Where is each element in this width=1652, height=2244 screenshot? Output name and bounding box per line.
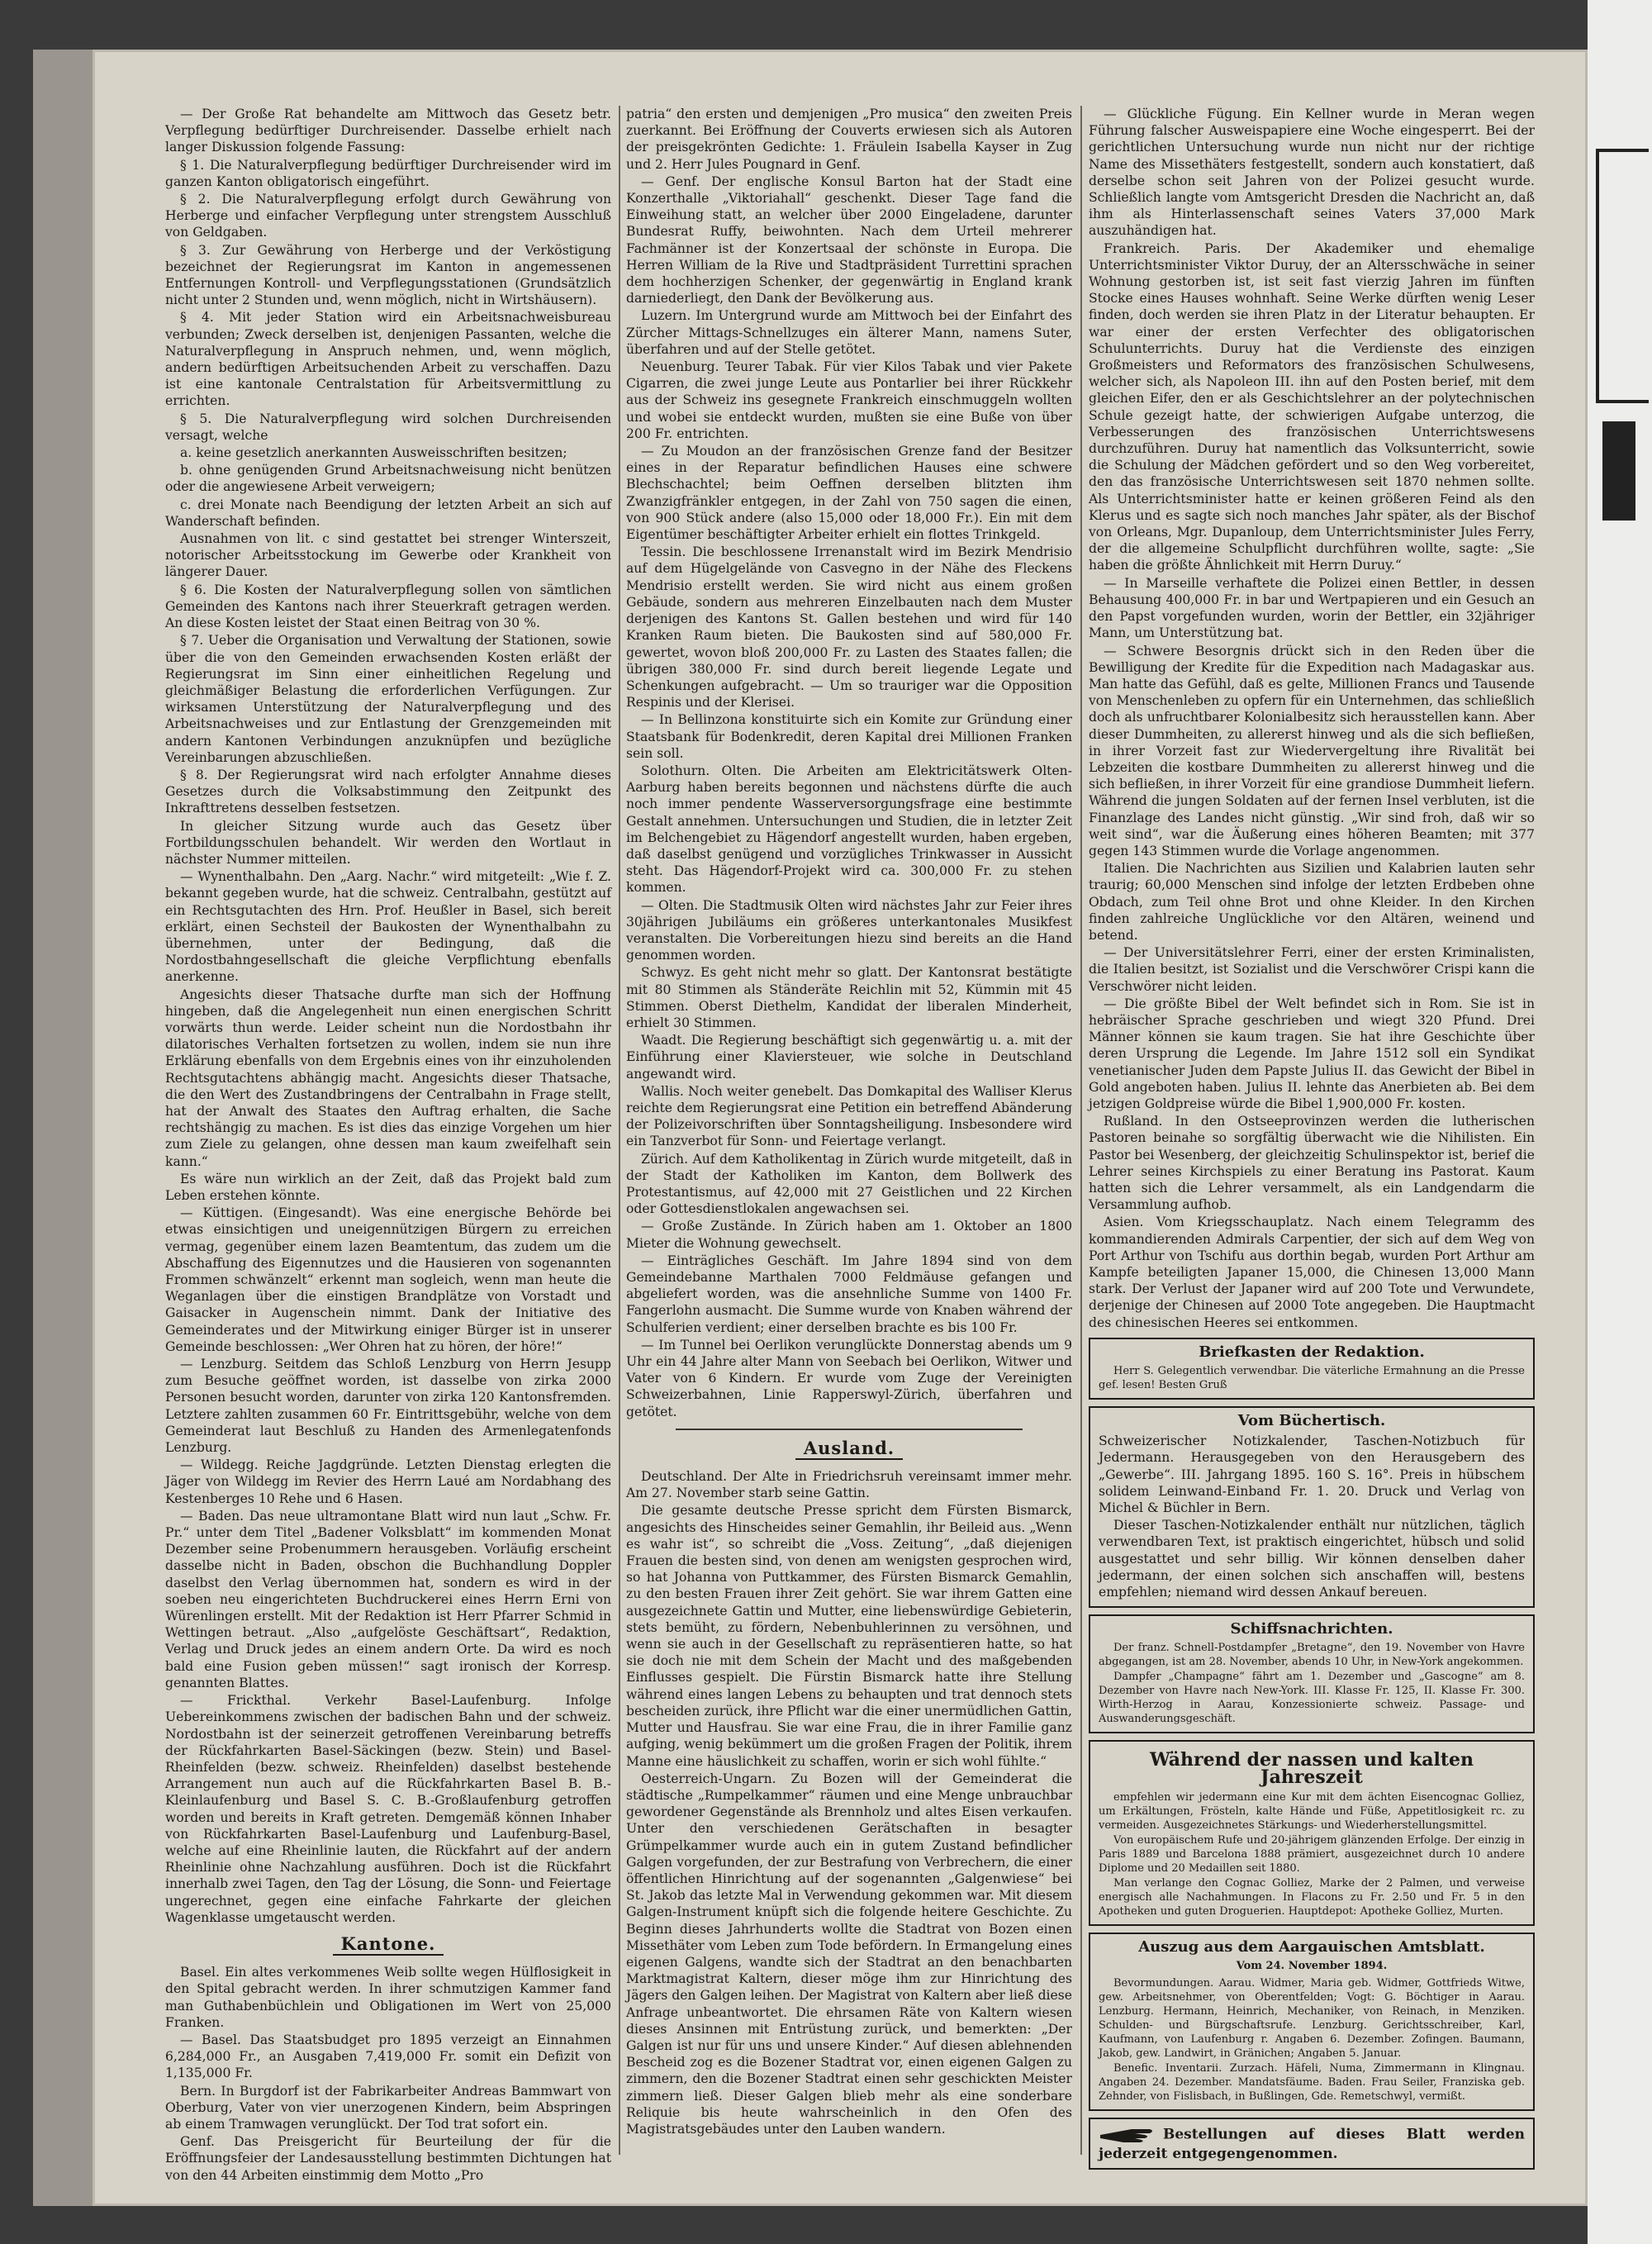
- article-frickthal: — Frickthal. Verkehr Basel-Laufenburg. Infolge Uebereinkommens zwischen der badischen Bahn und der schweiz. Nordostbahn ist der seinerzeit getroffenen Vereinbarung betreffs der Rückfahrkarten Basel-Säckingen (bezw. Stein) und Basel-Rheinfelden (bezw. schweiz. Rheinfelden) daselbst bestehende Arrangement nun auch auf die Rückfahrkarten Basel B. B.-Kleinlaufenburg und Basel S. C. B.-Großlaufenburg getroffen worden und bereits in Kraft getreten. Demgemäß können Inhaber von Rückfahrkarten Basel-Laufenburg und Laufenburg-Basel, welche auf eine Rheinlinie lauten, die Rückfahrt auf der andern Rheinlinie ohne Nachzahlung ausführen. Doch ist die Rückfahrt innerhalb zwei Tagen, den Tag der Lösung, die Sonn- und Feiertage ungerechnet, gegen eine einfache Fahrkarte der gleichen Wagenklasse umgetauscht werden.: [165, 1693, 611, 1925]
- article-baden: — Baden. Das neue ultramontane Blatt wird nun laut „Schw. Fr. Pr.“ unter dem Titel „Badener Volksblatt“ im kommenden Monat Dezember seine Probenummern herausgeben. Vorläufig erscheint dasselbe nicht in Baden, obschon die Buchhandlung Doppler daselbst den Verlag übernommen hat, sondern es wird in der soeben neu eingerichteten Buchdruckerei eines Herrn Erni von Würenlingen erstellt. Mit der Redaktion ist Herr Pfarrer Schmid in Wettingen betraut. „Also „aufgelöste Geschäftsart“, Redaktion, Verlag und Druck jedes an einem andern Orte. Da wird es noch bald eine Fusion geben müssen!“ sagt ironisch der Korresp. genannten Blattes.: [165, 1508, 611, 1690]
- article-italien: Italien. Die Nachrichten aus Sizilien und Kalabrien lauten sehr traurig; 60,000 Menschen sind infolge der letzten Erdbeben ohne Obdach, zum Teil ohne Brot und ohne Kleider. In den Kirchen finden zahlreiche Unglückliche vor den Altären, weinend und betend.: [1089, 861, 1535, 943]
- box-date: Vom 24. November 1894.: [1236, 1960, 1388, 1973]
- article-waadt: Waadt. Die Regierung beschäftigt sich gegenwärtig u. a. mit der Einführung einer Klaviersteuer, wie solche in Deutschland angewandt wird.: [626, 1033, 1072, 1082]
- section-heading-ausland: [626, 1437, 1072, 1460]
- advertisement-headline: Während der nassen und kalten Jahreszeit: [1149, 1749, 1474, 1788]
- paragraph: § 2. Die Naturalverpflegung erfolgt durch Gewährung von Herberge und einfacher Verpflegung unter strengstem Ausschluß von Geldgaben.: [165, 192, 611, 240]
- advertisement-text: Man verlange den Cognac Golliez, Marke der 2 Palmen, und verweise energisch alle Nachahmungen. In Flacons zu Fr. 2.50 und Fr. 5 in den Apotheken und guten Droguerien. Hauptdepot: Apotheke Golliez, Murten.: [1099, 1876, 1525, 1918]
- article-basel-budget: — Basel. Das Staatsbudget pro 1895 verzeigt an Einnahmen 6,284,000 Fr., an Ausgaben 7,419,000 Fr. somit ein Defizit von 1,135,000 Fr.: [165, 2032, 611, 2081]
- box-text: Dampfer „Champagne“ fährt am 1. Dezember und „Gascogne“ am 8. Dezember von Havre nach New-York. III. Klasse Fr. 125, II. Klasse Fr. 300. Wirth-Herzog in Aarau, Konzessionierte schweiz. Passage- und Auswanderungsgeschäft.: [1099, 1671, 1525, 1726]
- section-heading-kantone: [165, 1933, 611, 1956]
- article-ferri: — Der Universitätslehrer Ferri, einer der ersten Kriminalisten, die Italien besitzt, ist Sozialist und die Verschwörer Crispi kann die Verschwörer nicht leiden.: [1089, 945, 1535, 994]
- paragraph: In gleicher Sitzung wurde auch das Gesetz über Fortbildungsschulen behandelt. Wir werden den Wortlaut in nächster Nummer mitteilen.: [165, 818, 611, 867]
- column-rule-2: [1080, 106, 1082, 2155]
- article-wynenthalbahn: — Wynenthalbahn. Den „Aarg. Nachr.“ wird mitgeteilt: „Wie f. Z. bekannt gegeben wurde, hat die schweiz. Centralbahn, gestützt auf ein Rechtsgutachten des Hrn. Prof. Heußler in Basel, sich bereit erklärt, einen Sechsteil der Baukosten der Wynenthalbahn zu übernehmen, unter der Bedingung, daß die Nordostbahngesellschaft die gleiche Verpflichtung ebenfalls anerkenne.: [165, 869, 611, 985]
- article-bellinzona: — In Bellinzona konstituirte sich ein Komite zur Gründung einer Staatsbank für Bodenkredit, deren Kapital drei Millionen Franken sein soll.: [626, 712, 1072, 761]
- article-tessin: Tessin. Die beschlossene Irrenanstalt wird im Bezirk Mendrisio auf dem Hügelgelände von Casvegno in der Nähe des Fleckens Mendrisio erstellt werden. Sie wird nicht aus einem großen Gebäude, sondern aus mehreren Einzelbauten nach dem Muster derjenigen des Kantons St. Gallen bestehen und wird für 140 Kranken Raum bieten. Die Baukosten sind auf 580,000 Fr. gewertet, wovon bloß 200,000 Fr. zu Lasten des Staates fallen; die übrigen 380,000 Fr. sind durch bereit liegende Legate und Schenkungen aufgebracht. — Um so trauriger war die Opposition Respinis und der Klerisei.: [626, 544, 1072, 711]
- article-luzern: Luzern. Im Untergrund wurde am Mittwoch bei der Einfahrt des Zürcher Mittags-Schnellzuges ein älterer Mann, namens Suter, überfahren und auf der Stelle getötet.: [626, 308, 1072, 357]
- briefkasten-box: [1089, 1338, 1535, 1400]
- advertisement-text: Von europäischem Rufe und 20-jährigem glänzenden Erfolge. Der einzig in Paris 1889 und Barcelona 1888 prämiert, ausgezeichnet durch 10 andere Diplome und 20 Medaillen seit 1880.: [1099, 1833, 1525, 1875]
- box-title: Briefkasten der Redaktion.: [1199, 1343, 1425, 1361]
- column-3: [1089, 106, 1535, 2176]
- section-title: Ausland.: [795, 1440, 903, 1460]
- article-oerlikon: — Im Tunnel bei Oerlikon verunglückte Donnerstag abends um 9 Uhr ein 44 Jahre alter Mann von Seebach bei Oerlikon, Witwer und Vater von 6 Kindern. Er wurde vom Zuge der Vereinigten Schweizerbahnen, Linie Rapperswyl-Zürich, überfahren und getötet.: [626, 1337, 1072, 1419]
- box-title: Schiffsnachrichten.: [1230, 1620, 1393, 1638]
- schiffsnachrichten-box: [1089, 1614, 1535, 1733]
- paragraph: § 8. Der Regierungsrat wird nach erfolgter Annahme dieses Gesetzes durch die Volksabstimmung den Zeitpunkt des Inkrafttretens desselben festsetzen.: [165, 767, 611, 816]
- article-moudon: — Zu Moudon an der französischen Grenze fand der Besitzer eines in der Reparatur befindlichen Hauses eine schwere Blechschachtel; beim Oeffnen derselben blitzten ihm Zwanzigfränkler entgegen, in der Zahl von 750 sagen die einen, von 900 Stück andere (also 15,000 oder 18,000 Fr.). Ein mit dem Eigentümer beschäftigter Arbeiter erhielt ein flottes Trinkgeld.: [626, 444, 1072, 543]
- article-grosser-rat: — Der Große Rat behandelte am Mittwoch das Gesetz betr. Verpflegung bedürftiger Durchreisender. Dasselbe erhielt nach langer Diskussion folgende Fassung:: [165, 107, 611, 155]
- article-schwyz: Schwyz. Es geht nicht mehr so glatt. Der Kantonsrat bestätigte mit 80 Stimmen als Ständeräte Reichlin mit 52, Kümmin mit 45 Stimmen. Oberst Diethelm, Kandidat der liberalen Minderheit, erhielt 30 Stimmen.: [626, 965, 1072, 1030]
- box-title: Vom Büchertisch.: [1237, 1412, 1386, 1430]
- pointing-hand-icon: [1099, 2124, 1156, 2146]
- article-genf-konzerthalle: — Genf. Der englische Konsul Barton hat der Stadt eine Konzerthalle „Viktoriahall“ geschenkt. Dieser Tage fand die Einweihung statt, an welcher über 2000 Eingeladene, darunter Bundesrat Ruffy, beiwohnten. Nach dem Urteil mehrerer Fachmänner ist der Konzertsaal der schönste in Europa. Die Herren William de la Rive und Stadtpräsident Turrettini sprachen dem hochherzigen Schenker, der gegenwärtig in England krank darniederliegt, den Dank der Bevölkerung aus.: [626, 174, 1072, 307]
- article-zuerich: Zürich. Auf dem Katholikentag in Zürich wurde mitgeteilt, daß in der Stadt der Katholiken im Kanton, dem Bollwerk des Protestantismus, auf 42,000 mit 27 Geistlichen und 22 Kirchen oder Gottesdienstlokalen angewachsen sei.: [626, 1151, 1072, 1217]
- box-text: Bevormundungen. Aarau. Widmer, Maria geb. Widmer, Gottfrieds Witwe, gew. Arbeitsnehmer, von Oberentfelden; Vogt: G. Böchtiger in Aarau. Lenzburg. Hermann, Heinrich, Mechaniker, von Reinach, in Menziken. Schulden- und Bürgschaftsrufe. Lenzburg. Gerichtsschreiber, Karl, Kaufmann, von Laufenburg r. Angaben 6. Dezember. Zofingen. Baumann, Jakob, gew. Landwirt, in Gränichen; Angaben 5. Januar.: [1099, 1977, 1525, 2061]
- article-neuenburg: Neuenburg. Teurer Tabak. Für vier Kilos Tabak und vier Pakete Cigarren, die zwei junge Leute aus Pontarlier bei ihrer Rückkehr aus der Schweiz ins gesegnete Frankreich einschmuggeln wollten und wobei sie entdeckt wurden, mußten sie eine Buße von über 200 Fr. entrichten.: [626, 359, 1072, 441]
- bestellungen-notice: [1089, 2118, 1535, 2170]
- article-olten: — Olten. Die Stadtmusik Olten wird nächstes Jahr zur Feier ihres 30jährigen Jubiläums ein größeres unterkantonales Musikfest veranstalten. Die Vorbereitungen hiezu sind bereits an die Hand genommen worden.: [626, 897, 1072, 963]
- paragraph: Die gesamte deutsche Presse spricht dem Fürsten Bismarck, angesichts des Hinscheides seiner Gemahlin, ihr Beileid aus. „Wenn es wahr ist“, so schreibt die „Voss. Zeitung“, „daß diejenigen Frauen die besten sind, von denen am wenigsten gesprochen wird, so hat Johanna von Puttkammer, des Fürsten Bismarck Gemahlin, zu den besten Frauen ihrer Zeit gehört. Sie war ihrem Gatten eine ausgezeichnete Gattin und Mutter, eine liebenswürdige Gebieterin, stets bemüht, zu fördern, Nebenbuhlerinnen zu versöhnen, und wenn sie auch in der Gesellschaft zu repräsentieren hatte, so hat sie doch nie mit dem Schein der Macht und des maßgebenden Einflusses gespielt. Die Fürstin Bismarck hatte ihre Stellung während eines langen Lebens zu behaupten und trat dennoch stets bescheiden zurück, ihre Pflicht war die einer unermüdlichen Gattin, Mutter und Hausfrau. Sie war eine Frau, die in ihrer Familie ganz aufging, wenig bekümmert um die großen Fragen der Politik, ihrem Manne eine häuslichkeit zu schaffen, worin er sich wohl fühlte.“: [626, 1503, 1072, 1769]
- next-page-border-fragment: [1596, 149, 1649, 403]
- article-deutschland: Deutschland. Der Alte in Friedrichsruh vereinsamt immer mehr. Am 27. November starb seine Gattin.: [626, 1469, 1072, 1501]
- article-frankreich: Frankreich. Paris. Der Akademiker und ehemalige Unterrichtsminister Viktor Duruy, der an Altersschwäche in seiner Wohnung gestorben ist, ist seit fast vierzig Jahren im fünften Stocke eines Hauses wohnhaft. Seine Werke dürften wenig Leser finden, doch werden sie ihren Platz in der Literatur behaupten. Er war einer der ersten Verfechter des obligatorischen Schulunterrichts. Duruy hat die Verdienste des einzigen Großmeisters und Reformators des französischen Schulwesens, welcher sich, als Napoleon III. ihn auf den Posten berief, mit dem gleichen Eifer, den er als Geschichtslehrer an der polytechnischen Schule gezeigt hatte, der schwierigen Aufgabe unterzog, die Verbesserungen des französischen Unterrichtswesens durchzuführen. Duruy hat namentlich das Volksunterricht, sowie die Schulung der Mädchen gefördert und so den Weg vorbereitet, den das französische Unterrichtswesen seit 1870 nehmen sollte. Als Unterrichtsminister hatte er keinen größeren Feind als den Klerus und es sagte sich noch manches Jahr später, als der Bischof von Orleans, Mgr. Dupanloup, dem Unterrichtsminister Jules Ferry, der die allgemeine Schulpflicht durchführen wollte, sagte: „Sie haben die größte Ähnlichkeit mit Herrn Duruy.“: [1089, 240, 1535, 573]
- box-text: Herr S. Gelegentlich verwendbar. Die väterliche Ermahnung an die Presse gef. lesen! Besten Gruß: [1099, 1365, 1525, 1392]
- article-solothurn: Solothurn. Olten. Die Arbeiten am Elektricitätswerk Olten-Aarburg haben bereits begonnen und nächstens dürfte die auch noch immer pendente Wasserversorgungsfrage eine bestimmte Gestalt annehmen. Untersuchungen und Studien, die in letzter Zeit im Belchengebiet zu Hägendorf angestellt wurden, haben ergeben, daß daselbst genügend und vorzügliches Trinkwasser in Aussicht steht. Das Hägendorf-Projekt wird ca. 300,000 Fr. zu stehen kommen.: [626, 763, 1072, 896]
- article-madagaskar: — Schwere Besorgnis drückt sich in den Reden über die Bewilligung der Kredite für die Expedition nach Madagaskar aus. Man hatte das Gefühl, daß es gelte, Millionen Francs und Tausende von Menschenleben zu opfern für ein Unternehmen, das schließlich doch als unfruchtbarer Kolonialbesitz sich herausstellen kann. Aber dieser Dummheiten, zu allererst hinweg und als die sich befließen, in ihrer Vorzeit fast zur Wiedervergeltung ihre Rivalität bei Lebzeiten die kostbare Dummheiten zu allererst hinweg und die sich befließen, in ihrer Vorzeit für eine grandiose Dummheit liefern. Während die jungen Soldaten auf der fernen Insel verbluten, ist die Finanzlage des Landes nicht günstig. „Wir sind froh, daß wir so weit sind“, war die Äußerung eines höheren Beamten; mit 377 gegen 143 Stimmen wurde die Vorlage angenommen.: [1089, 643, 1535, 858]
- column-2: [626, 106, 1072, 2138]
- paragraph: Angesichts dieser Thatsache durfte man sich der Hoffnung hingeben, daß die Angelegenheit nun einen energischen Schritt vorwärts thun werde. Leider scheint nun die Nordostbahn ihr dilatorisches Verhalten fortsetzen zu wollen, indem sie nun ihre Erklärung ebenfalls von dem Ergebnis eines von ihr einzuholenden Rechtsgutachtens abhängig macht. Angesichts dieser Thatsache, die den Wert des Zustandbringens der Centralbahn in Frage stellt, hat der Anwalt des Staates den Auftrag erhalten, die Sache rechtshängig zu machen. Es ist dies das einzige Vorgehen um hier zum Ziele zu gelangen, ohne dessen man kaum zweifelhaft sein kann.“: [165, 987, 611, 1169]
- article-wildegg: — Wildegg. Reiche Jagdgründe. Letzten Dienstag erlegten die Jäger von Wildegg im Revier des Herrn Laué am Nordabhang des Kestenberges 10 Rehe und 6 Hasen.: [165, 1457, 611, 1506]
- bestellungen-text: Bestellungen auf dieses Blatt werden jederzeit entgegengenommen.: [1099, 2126, 1525, 2163]
- paragraph: patria“ den ersten und demjenigen „Pro musica“ den zweiten Preis zuerkannt. Bei Eröffnung der Couverts erwiesen sich als Autoren der preisgekrönten Gedichte: 1. Fräulein Isabella Kayser in Zug und 2. Herr Jules Pougnard in Genf.: [626, 107, 1072, 172]
- paragraph: § 1. Die Naturalverpflegung bedürftiger Durchreisender wird im ganzen Kanton obligatorisch eingeführt.: [165, 157, 611, 189]
- box-text: Benefic. Inventarii. Zurzach. Häfeli, Numa, Zimmermann in Klingnau. Angaben 24. Dezember. Mandatsfäume. Baden. Frau Seiler, Franziska geb. Zehnder, von Fislisbach, in Bußlingen, Gde. Remetschwyl, vermißt.: [1099, 2062, 1525, 2104]
- article-asien: Asien. Vom Kriegsschauplatz. Nach einem Telegramm des kommandierenden Admirals Carpentier, der sich auf dem Weg von Port Arthur von Tschifu aus dorthin begab, wurden Port Arthur am Kampfe beteiligten Japaner 15,000, die Chinesen 13,000 Mann stark. Der Verlust der Japaner wird auf 200 Tote und Verwundete, derjenige der Chinesen auf 2000 Tote angegeben. Die Hauptmacht des chinesischen Heeres sei entkommen.: [1089, 1215, 1535, 1330]
- box-text: Dieser Taschen-Notizkalender enthält nur nützlichen, täglich verwendbaren Text, ist praktisch eingerichtet, hübsch und solid ausgestattet und sehr billig. Wir können denselben daher jedermann, der einen solchen sich anschaffen will, bestens empfehlen; niemand wird dessen Ankauf bereuen.: [1099, 1518, 1525, 1600]
- paragraph: § 5. Die Naturalverpflegung wird solchen Durchreisenden versagt, welche: [165, 411, 611, 443]
- paragraph: Es wäre nun wirklich an der Zeit, daß das Projekt bald zum Leben erstehen könnte.: [165, 1171, 611, 1203]
- buechertisch-box: [1089, 1406, 1535, 1608]
- article-marseille: — In Marseille verhaftete die Polizei einen Bettler, in dessen Behausung 400,000 Fr. in bar und Wertpapieren und ein Gesuch an den Papst vorgefunden wurden, worin der Bettler, ein 32jähriger Mann, um Unterstützung bat.: [1089, 575, 1535, 641]
- paragraph: Ausnahmen von lit. c sind gestattet bei strenger Winterszeit, notorischer Arbeitsstockung im Gewerbe oder Krankheit von längerer Dauer.: [165, 531, 611, 580]
- list-item: a. keine gesetzlich anerkannten Ausweisschriften besitzen;: [180, 445, 567, 461]
- box-text: Schweizerischer Notizkalender, Taschen-Notizbuch für Jedermann. Herausgegeben von den Herausgebern des „Gewerbe“. III. Jahrgang 1895. 160 S. 16°. Preis in hübschem solidem Leinwand-Einband Fr. 1. 20. Druck und Verlag von Michel & Büchler in Bern.: [1099, 1433, 1525, 1516]
- next-page-edge: [1588, 0, 1652, 2244]
- list-item: c. drei Monate nach Beendigung der letzten Arbeit an sich auf Wanderschaft befinden.: [165, 497, 611, 529]
- advertisement-text: empfehlen wir jedermann eine Kur mit dem ächten Eisencognac Golliez, um Erkältungen, Frösteln, kalte Hände und Füße, Appetitlosigkeit rc. zu vermeiden. Ausgezeichnetes Stärkungs- und Wiederherstellungsmittel.: [1099, 1790, 1525, 1832]
- article-bern: Bern. In Burgdorf ist der Fabrikarbeiter Andreas Bammwart von Oberburg, Vater von vier unerzogenen Kindern, beim Abspringen ab einem Tramwagen verunglückt. Der Tod trat sofort ein.: [165, 2083, 611, 2132]
- article-bibel: — Die größte Bibel der Welt befindet sich in Rom. Sie ist in hebräischer Sprache geschrieben und wiegt 320 Pfund. Drei Männer können sie kaum tragen. Sie hat ihre Geschichte über deren Ursprung die Legende. Im Jahre 1512 soll ein Syndikat venetianischer Juden dem Papste Julius II. das Gewicht der Bibel in Gold angeboten haben. Julius II. lehnte das Anerbieten ab. Bei dem jetzigen Goldpreise würde die Bibel 1,900,000 Fr. kosten.: [1089, 996, 1535, 1111]
- next-page-ink-fragment: [1602, 421, 1635, 521]
- paragraph: § 6. Die Kosten der Naturalverpflegung sollen von sämtlichen Gemeinden des Kantons nach ihrer Steuerkraft getragen werden. An diese Kosten leistet der Staat einen Beitrag von 30 %.: [165, 582, 611, 631]
- article-meran: — Glückliche Fügung. Ein Kellner wurde in Meran wegen Führung falscher Ausweispapiere eine Woche eingesperrt. Bei der gerichtlichen Untersuchung wurde nun nicht nur der richtige Name des Missethäters festgestellt, sondern auch konstatiert, daß derselbe schon seit Jahren von der Polizei gesucht wurde. Schließlich langte vom Amtsgericht Dresden die Nachricht an, daß ihm als Hinterlassenschaft seines Vaters 37,000 Mark auszuhändigen hat.: [1089, 107, 1535, 239]
- paragraph: § 3. Zur Gewährung von Herberge und der Verköstigung bezeichnet der Regierungsrat im Kanton in angemessenen Entfernungen Kontroll- und Verpflegungsstationen (Grundsätzlich nicht unter 2 Stunden und, wenn möglich, nicht in Wirtshäusern).: [165, 242, 611, 308]
- paragraph: § 7. Ueber die Organisation und Verwaltung der Stationen, sowie über die von den Gemeinden erwachsenden Kosten erläßt der Regierungsrat im Sinn einer einheitlichen Regelung und gleichmäßiger Belastung die erforderlichen Verfügungen. Zur wirksamen Unterstützung der Naturalverpflegung und des Arbeitsnachweises und zur Entlastung der Grenzgemeinden mit andern Kantonen Verbindungen anzuknüpfen und bezügliche Vereinbarungen abzuschließen.: [165, 633, 611, 765]
- left-binding-strip: [33, 50, 93, 2206]
- list-item: b. ohne genügenden Grund Arbeitsnachweisung nicht benützen oder die angewiesene Arbeit verweigern;: [165, 463, 611, 495]
- article-marthalen: — Einträgliches Geschäft. Im Jahre 1894 sind von dem Gemeindebanne Marthalen 7000 Feldmäuse gefangen und abgeliefert worden, was die ansehnliche Summe von 1400 Fr. Fangerlohn ausmacht. Die Summe wurde von Knaben während der Schulferien verdient; einer derselben brachte es bis 100 Fr.: [626, 1253, 1072, 1335]
- article-lenzburg: — Lenzburg. Seitdem das Schloß Lenzburg von Herrn Jesupp zum Besuche geöffnet worden, ist dasselbe von zirka 2000 Personen besucht worden, darunter von zirka 120 Kantonsfremden. Letztere zahlten zusammen 60 Fr. Eintrittsgebühr, welche von dem Gemeinderat laut Beschluß zu Handen des Armenlegatenfonds Lenzburg.: [165, 1357, 611, 1456]
- box-text: Der franz. Schnell-Postdampfer „Bretagne“, den 19. November von Havre abgegangen, ist am 28. November, abends 10 Uhr, in New-York angekommen.: [1099, 1642, 1525, 1669]
- article-zuerich-umzug: — Große Zustände. In Zürich haben am 1. Oktober an 1800 Mieter die Wohnung gewechselt.: [626, 1219, 1072, 1251]
- article-russland: Rußland. In den Ostseeprovinzen werden die lutherischen Pastoren beinahe so sorgfältig überwacht wie die Nihilisten. Ein Pastor bei Wesenberg, der gleichzeitig Schulinspektor ist, berief die Lehrer seines Kirchspiels zu einer Beratung ins Pastorat. Kaum hatten sich die Lehrer versammelt, als ein Landgendarm die Versammlung aufhob.: [1089, 1114, 1535, 1213]
- cognac-advertisement: [1089, 1740, 1535, 1925]
- paragraph: § 4. Mit jeder Station wird ein Arbeitsnachweisbureau verbunden; Zweck derselben ist, denjenigen Passanten, welche die Naturalverpflegung in Anspruch nehmen, und, wenn möglich, andern bedürftigen Arbeitsuchenden Arbeit zu verschaffen. Dazu ist eine kantonale Centralstation für Arbeitsvermittlung zu errichten.: [165, 310, 611, 409]
- amtsblatt-box: [1089, 1933, 1535, 2111]
- column-1: [165, 106, 611, 2185]
- article-basel: Basel. Ein altes verkommenes Weib sollte wegen Hülflosigkeit in den Spital gebracht werden. In ihrer schmutzigen Kammer fand man Guthabenbüchlein und Obligationen im Wert von 25,000 Franken.: [165, 1965, 611, 2030]
- article-oesterreich: Oesterreich-Ungarn. Zu Bozen will der Gemeinderat die städtische „Rumpelkammer“ räumen und eine Menge unbrauchbar gewordener Gegenstände als Brennholz und altes Eisen verkaufen. Unter den verschiedenen Gerätschaften in besagter Grümpelkammer wurde auch ein in gutem Zustand befindlicher Galgen vorgefunden, der zur Bestrafung von Verbrechern, die einer öffentlichen Hinrichtung auf der sogenannten „Galgenwiese“ bei St. Jakob das letzte Mal in Verwendung gekommen war. Mit diesem Galgen-Instrument knüpft sich die folgende heitere Geschichte. Zu Beginn dieses Jahrhunderts wollte die Stadtrat von Bozen einen Missethäter vom Leben zum Tode befördern. In Ermangelung eines eigenen Galgens, wandte sich der Stadtrat an den benachbarten Marktmagistrat Kaltern, dieser möge ihm zur Hinrichtung des Jägers den Galgen leihen. Der Magistrat von Kaltern aber ließ diese Anfrage unbeantwortet. Die ehrsamen Räte von Kaltern wiesen dieses Ansinnen mit Entrüstung zurück, und bemerkten: „Der Galgen ist nur für uns und unsere Kinder.“ Auf diesen ablehnenden Bescheid zog es die Bozener Stadtrat vor, einen eigenen Galgen zu zimmern, den die Bozener Stadtrat einen sehr geschickten Meister zimmern ließ. Dieser Galgen blieb mehr als eine sonderbare Reliquie bis heute wahrscheinlich in den Ofen des Magistratsgebäudes unter den Lauben wandern.: [626, 1771, 1072, 2137]
- article-wallis: Wallis. Noch weiter genebelt. Das Domkapital des Walliser Klerus reichte dem Regierungsrat eine Petition ein betreffend Abänderung der Polizeivorschriften über Sonntagsheiligung. Insbesondere wird ein Tanzverbot für Sonn- und Feiertage verlangt.: [626, 1083, 1072, 1149]
- column-rule-1: [619, 106, 620, 2155]
- article-kuettigen: — Küttigen. (Eingesandt). Was eine energische Behörde bei etwas einsichtigen und uneigennützigen Bürgern zu erreichen vermag, gegenüber einem lazen Beamtentum, das zudem um die Abschaffung des Eigennutzes und die Hausieren von sogenannten Frommen schwänzelt“ erkennt man sogleich, wenn man heute die Weganlagen über die einstigen Brandplätze von Vorstadt und Gaisacker in Augenschein nimmt. Dank der Initiative des Gemeinderates und der Mitwirkung einiger Bürger ist in unserer Gemeinde beschlossen: „Wer Ohren hat zu hören, der höre!“: [165, 1205, 611, 1354]
- article-genf: Genf. Das Preisgericht für Beurteilung der für die Eröffnungsfeier der Landesausstellung bestimmten Dichtungen hat von den 44 Arbeiten einstimmig dem Motto „Pro: [165, 2134, 611, 2183]
- box-title: Auszug aus dem Aargauischen Amtsblatt.: [1138, 1937, 1485, 1956]
- separator-line: [676, 1429, 1023, 1430]
- section-title: Kantone.: [333, 1936, 444, 1956]
